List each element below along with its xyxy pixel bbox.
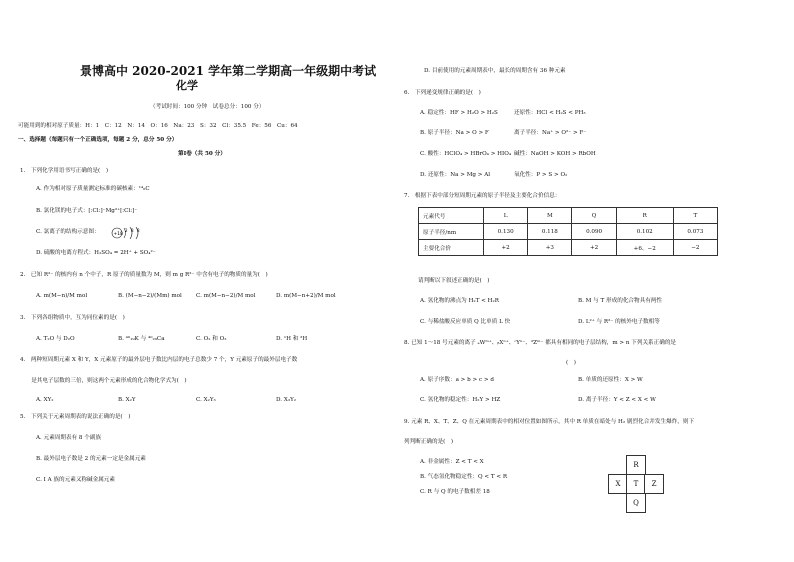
table-row <box>419 240 718 256</box>
q1-option-d: D. 硫酸的电离方程式：H₂SO₄ = 2H⁺ + SO₄²⁻ <box>36 250 156 256</box>
q1-option-b: B. 氯化镁的电子式：[:Cl:]⁻Mg²⁺[:Cl:]⁻ <box>36 208 138 214</box>
q1-option-c: C. 氯离子的结构示意图： <box>36 229 100 235</box>
q6-stem: 6. 下列递变规律正确的是( ) <box>404 90 481 96</box>
atomic-masses: 可能用到的相对原子质量：H：1 C：12 N：14 O：16 Na：23 S：32 Cl：35.5 Fe：56 Cu：64 <box>18 123 298 129</box>
q9-option-b: B. 气态氢化物稳定性：Q < T < R <box>420 474 508 480</box>
q4-option-a: A. XY₂ <box>36 397 54 403</box>
q6-option-d-left: D. 还原性：Na > Mg > Al <box>420 172 491 178</box>
q7-stem: 7. 根据下表中部分短周期元素的原子半径及主要化合价信息： <box>404 193 561 199</box>
q9-stem: 9. 元素 R、X、T、Z、Q 在元素周期表中的相对位置如图所示，其中 R 单质在暗处与 H₂ 剧烈化合并发生爆炸，则下 <box>404 419 695 425</box>
table-cell: 原子半径/nm <box>419 224 484 240</box>
exam-title: 景博高中 2020-2021 学年第二学期高一年级期中考试 <box>80 64 377 78</box>
q8-option-c: C. 氢化物的稳定性：H₂Y > HZ <box>420 397 501 403</box>
q5-stem: 5. 下列关于元素周期表的说法正确的是( ) <box>20 414 131 420</box>
q4-stem: 4. 两种短周期元素 X 和 Y，X 元素原子的最外层电子数比内层的电子总数少 7 个，Y 元素原子的最外层电子数 <box>20 357 298 363</box>
q7-option-a: A. 氢化物的沸点为 H₂T < H₂R <box>420 298 499 304</box>
grid-cell-t: T <box>626 474 646 494</box>
q4-option-b: B. X₂Y <box>118 397 136 403</box>
table-cell: 0.090 <box>572 224 616 240</box>
q6-option-b-left: B. 原子半径：Na > O > F <box>420 130 489 136</box>
q3-stem: 3. 下列各组物质中，互为同位素的是( ) <box>20 315 125 321</box>
table-cell: 0.130 <box>484 224 528 240</box>
q1-option-a: A. 作为相对原子质量测定标准的碳核素：¹⁴₆C <box>36 186 150 192</box>
q8-option-d: D. 离子半径：Y < Z < X < W <box>578 397 656 403</box>
q9-option-a: A. 非金属性：Z < T < X <box>420 459 484 465</box>
table-header-cell: R <box>616 208 673 224</box>
svg-text:+18: +18 <box>113 232 123 237</box>
q8-stem: 8. 已知 1～18 号元素的离子 ₐWᵐ⁺、ᵦXⁿ⁺、ᶜYⁿ⁻、ᵈZᵐ⁻ 都具有相同的电子层结构，m > n 下列关系正确的是 <box>404 340 677 346</box>
table-header-cell: M <box>528 208 572 224</box>
q2-option-b: B. (M−n−2)/(Mm) mol <box>118 293 182 299</box>
q4-option-d: D. X₃Y₂ <box>276 397 297 403</box>
table-cell: +3 <box>528 240 572 256</box>
q7-option-c: C. 与稀盐酸反应单质 Q 比单质 L 快 <box>420 319 511 325</box>
subject-title: 化学 <box>176 79 198 92</box>
grid-cell-x: X <box>608 474 628 494</box>
svg-text:2: 2 <box>125 228 128 233</box>
q4-option-c: C. X₂Y₃ <box>196 397 216 403</box>
table-cell: −2 <box>673 240 717 256</box>
table-header-row <box>419 208 718 224</box>
table-cell: +2 <box>572 240 616 256</box>
table-header-cell: T <box>673 208 717 224</box>
table-row <box>419 224 718 240</box>
q5-option-d: D. 目前使用的元素周期表中，最长的周期含有 36 种元素 <box>424 68 566 74</box>
q6-option-a-left: A. 稳定性：HF > H₂O > H₂S <box>420 110 498 116</box>
q7-option-d: D. L²⁺ 与 R²⁻ 的核外电子数相等 <box>578 319 660 325</box>
q2-option-c: C. m(M−n−2)/M mol <box>196 293 256 299</box>
q8-answer-paren: ( ) <box>566 360 576 366</box>
table-header-cell: L <box>484 208 528 224</box>
q8-option-b: B. 单质的还原性：X > W <box>578 377 643 383</box>
q9-stem-line2: 列判断正确的是( ) <box>404 439 454 445</box>
table-cell: 0.073 <box>673 224 717 240</box>
q7-stem-line2: 请判断以下叙述正确的是( ) <box>418 278 490 284</box>
q8-option-a: A. 原子序数：a > b > c > d <box>420 377 494 383</box>
q2-option-a: A. m(M−n)/M mol <box>36 293 88 299</box>
q6-option-c-left: C. 酸性：HClO₄ > HBrO₄ > HIO₄ <box>420 151 512 157</box>
q4-stem-line2: 是其电子层数的三倍，则这两个元素形成的化合物化学式为( ) <box>20 378 187 384</box>
q1-stem: 1. 下列化学用语书写正确的是( ) <box>20 168 109 174</box>
section-heading: 一、选择题（每题只有一个正确选项，每题 2 分，总分 50 分） <box>18 137 178 143</box>
table-cell: 0.118 <box>528 224 572 240</box>
q3-option-d: D. ¹H 和 ²H <box>276 336 308 342</box>
grid-cell-q: Q <box>626 493 646 513</box>
q3-option-a: A. T₂O 与 D₂O <box>36 336 75 342</box>
element-property-table <box>418 207 718 256</box>
table-cell: 主要化合价 <box>419 240 484 256</box>
exam-info: （考试时间：100 分钟 试卷总分：100 分） <box>150 104 265 110</box>
table-cell: +6、−2 <box>616 240 673 256</box>
q3-option-b: B. ⁴⁰₁₉K 与 ⁴⁰₂₀Ca <box>118 336 165 342</box>
q5-option-c: C. Ⅰ A 族的元素又称碱金属元素 <box>36 477 115 483</box>
grid-cell-r: R <box>626 455 646 475</box>
grid-cell-z: Z <box>644 474 664 494</box>
table-cell: +2 <box>484 240 528 256</box>
q6-option-d-right: 氧化性：P > S > O₂ <box>514 172 568 178</box>
svg-text:8: 8 <box>137 228 140 233</box>
q7-option-b: B. M 与 T 形成的化合物具有两性 <box>578 298 662 304</box>
chloride-structure-diagram <box>110 226 156 240</box>
part-heading: 第Ⅰ卷（共 50 分） <box>178 151 226 157</box>
q2-option-d: D. m(M−n+2)/M mol <box>276 293 336 299</box>
q6-option-c-right: 碱性：NaOH > KOH > RbOH <box>514 151 596 157</box>
q6-option-a-right: 还原性：HCl < H₂S < PH₃ <box>514 110 586 116</box>
table-cell: 0.102 <box>616 224 673 240</box>
table-header-cell: 元素代号 <box>419 208 484 224</box>
q3-option-c: C. O₂ 和 O₃ <box>196 336 227 342</box>
q5-option-b: B. 最外层电子数是 2 的元素一定是金属元素 <box>36 456 146 462</box>
table-header-cell: Q <box>572 208 616 224</box>
q5-option-a: A. 元素周期表有 8 个副族 <box>36 435 102 441</box>
q2-stem: 2. 已知 R²⁻ 的核内有 n 个中子，R 原子的质量数为 M，则 m g R²⁻ 中含有电子的物质的量为( ) <box>20 272 268 278</box>
q9-option-c: C. R 与 Q 的电子数相差 18 <box>420 489 490 495</box>
q6-option-b-right: 离子半径：Na⁺ > O²⁻ > F⁻ <box>514 130 587 136</box>
svg-text:8: 8 <box>131 228 134 233</box>
